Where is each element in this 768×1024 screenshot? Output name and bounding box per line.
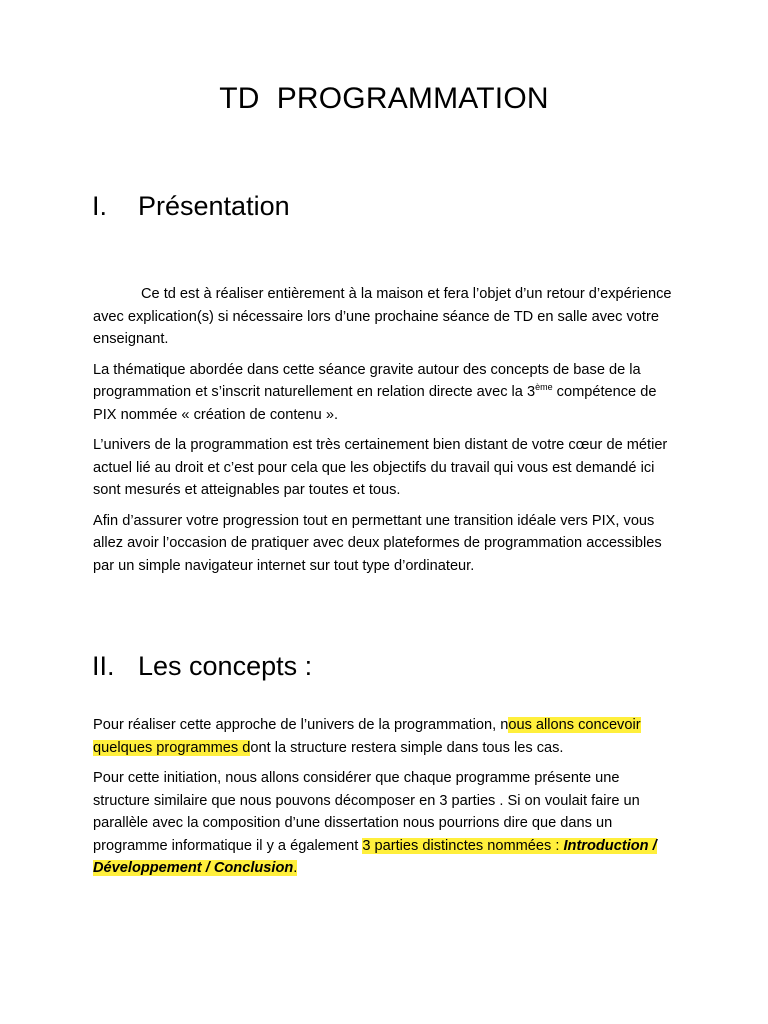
- highlighted-text: ous allons concevoir quelques programmes d: [93, 717, 641, 756]
- document-title: TD PROGRAMMATION: [219, 82, 549, 115]
- highlighted-text: 3 parties distinctes nommées :: [362, 837, 564, 854]
- section-number: II.: [92, 651, 115, 681]
- paragraph-text: compétence de PIX nommée « création de contenu ».: [93, 384, 657, 423]
- section-body-concepts: [93, 714, 673, 888]
- paragraph-text: L’univers de la programmation est très certainement bien distant de votre cœur de métier actuel lié au droit et c’est pour cela que les objectifs du travail qui vous est demandé ici sont mesurés et atteignables par toutes et tous.: [93, 437, 668, 499]
- paragraph: [93, 510, 673, 578]
- paragraph: [93, 283, 673, 351]
- paragraph: [93, 767, 673, 880]
- paragraph: [93, 434, 673, 502]
- paragraph-text: Pour cette initiation, nous allons considérer que chaque programme présente une structure similaire que nous pouvons décomposer en 3 parties . Si on voulait faire un parallèle avec la composition d’une dissertation nous pourrions dire que dans un programme informatique il y a également: [93, 769, 640, 854]
- paragraph-text: Pour réaliser cette approche de l’univers de la programmation, n: [93, 717, 509, 733]
- paragraph-text: La thématique abordée dans cette séance gravite autour des concepts de base de la programmation et s’inscrit naturellement en relation directe avec la 3: [93, 361, 641, 401]
- paragraph-text: Ce td est à réaliser entièrement à la maison et fera l’objet d’un retour d’expérience avec explication(s) si nécessaire lors d’une prochaine séance de TD en salle avec votre enseignant.: [93, 286, 672, 348]
- superscript: ème: [535, 382, 553, 393]
- paragraph-text: Afin d’assurer votre progression tout en permettant une transition idéale vers PIX, vous allez avoir l’occasion de pratiquer avec deux plateformes de programmation accessibles par un simple navigateur internet sur tout type d’ordinateur.: [93, 512, 662, 574]
- highlighted-text: .: [293, 860, 298, 877]
- paragraph: [93, 359, 673, 427]
- section-title: Présentation: [138, 191, 290, 221]
- section-body-presentation: [93, 283, 673, 585]
- paragraph: [93, 714, 673, 759]
- paragraph-text: ont la structure restera simple dans tous les cas.: [250, 739, 564, 756]
- section-heading-presentation: [92, 191, 290, 222]
- section-number: I.: [92, 191, 108, 221]
- highlighted-bold-italic-text: Introduction / Développement / Conclusion: [93, 837, 657, 877]
- section-heading-concepts: [92, 651, 312, 682]
- section-title: Les concepts :: [138, 651, 313, 681]
